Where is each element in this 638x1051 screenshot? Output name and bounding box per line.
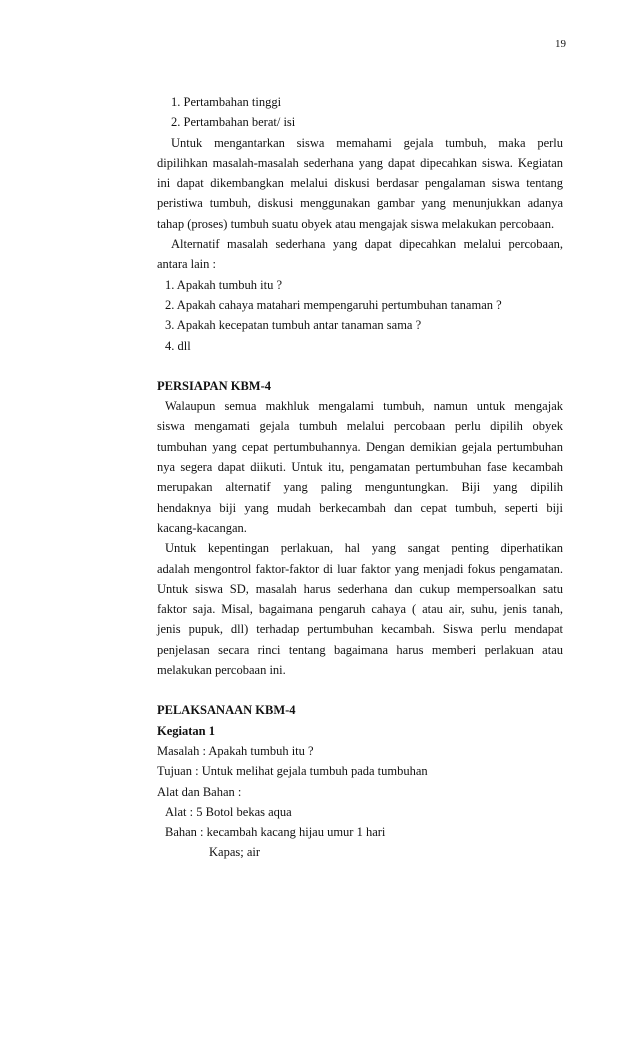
text-line: tahap (proses) tumbuh suatu obyek atau mengajak siswa melakukan percobaan. — [157, 216, 555, 231]
list-item: 1. Pertambahan tinggi — [171, 95, 282, 109]
page-number: 19 — [555, 38, 566, 50]
text-line: antara lain : — [157, 257, 216, 272]
paragraph-perlakuan — [157, 538, 563, 680]
tujuan-line: Tujuan : Untuk melihat gejala tumbuh pada tumbuhan — [157, 764, 428, 779]
text-line: Untuk siswa SD, masalah harus sederhana dan cukup mempersoalkan satu — [157, 581, 563, 596]
subheading-kegiatan: Kegiatan 1 — [157, 723, 215, 738]
text-line: faktor saja. Misal, bagaimana pengaruh cahaya ( atau air, suhu, jenis tanah, — [157, 602, 563, 617]
text-line: kacang-kacangan. — [157, 520, 247, 535]
bahan-extra-line: Kapas; air — [209, 845, 261, 860]
list-item: 2. Apakah cahaya matahari mempengaruhi pertumbuhan tanaman ? — [165, 297, 502, 312]
text-line: penjelasan secara rinci tentang bagaimana harus memberi perlakuan atau — [157, 642, 563, 657]
text-line: Walaupun semua makhluk mengalami tumbuh, namun untuk mengajak — [165, 399, 563, 414]
list-item: 3. Apakah kecepatan tumbuh antar tanaman sama ? — [165, 318, 422, 333]
paragraph-intro — [157, 133, 563, 234]
spacer — [157, 680, 563, 700]
section-heading-persiapan: PERSIAPAN KBM-4 — [157, 378, 272, 393]
text-line: Untuk mengantarkan siswa memahami gejala tumbuh, maka perlu — [171, 135, 563, 150]
text-line: peristiwa tumbuh, diskusi menggunakan gambar yang menunjukkan adanya — [157, 196, 563, 211]
list-item: 2. Pertambahan berat/ isi — [171, 115, 296, 130]
paragraph-persiapan — [157, 396, 563, 538]
section-heading-pelaksanaan: PELAKSANAAN KBM-4 — [157, 703, 296, 718]
masalah-line: Masalah : Apakah tumbuh itu ? — [157, 743, 314, 758]
list-item: 4. dll — [165, 338, 191, 353]
bahan-line: Bahan : kecambah kacang hijau umur 1 hari — [165, 825, 386, 840]
text-line: melakukan percobaan ini. — [157, 663, 286, 678]
text-line: siswa mengamati gejala tumbuh melalui percobaan perlu dipilih obyek — [157, 419, 563, 434]
text-line: adalah mengontrol faktor-faktor di luar faktor yang menjadi fokus pengamatan. — [157, 561, 563, 576]
text-line: hendaknya biji yang mudah berkecambah dan cepat tumbuh, seperti biji — [157, 500, 563, 515]
text-line: Alternatif masalah sederhana yang dapat dipecahkan melalui percobaan, — [171, 237, 563, 252]
text-line: tumbuhan yang cepat pertumbuhannya. Dengan demikian gejala pertumbuhan — [157, 439, 563, 454]
spacer — [157, 356, 563, 376]
text-line: merupakan alternatif yang paling menguntungkan. Biji yang dipilih — [157, 480, 563, 495]
text-line: Untuk kepentingan perlakuan, hal yang sangat penting diperhatikan — [165, 541, 563, 556]
text-line: ini dapat dikembangkan melalui diskusi berdasar pengalaman siswa tentang — [157, 176, 563, 191]
page-content — [157, 92, 563, 863]
alat-bahan-label: Alat dan Bahan : — [157, 784, 242, 799]
text-line: dipilihkan masalah-masalah sederhana yang dapat dipecahkan siswa. Kegiatan — [157, 155, 563, 170]
text-line: jenis pupuk, dll) terhadap pertumbuhan kecambah. Siswa perlu mendapat — [157, 622, 563, 637]
list-item: 1. Apakah tumbuh itu ? — [165, 277, 282, 292]
paragraph-alternatif — [157, 234, 563, 275]
alat-line: Alat : 5 Botol bekas aqua — [165, 804, 292, 819]
question-list — [157, 275, 563, 356]
text-line: nya segera dapat diikuti. Untuk itu, pengamatan pertumbuhan fase kecambah — [157, 460, 563, 475]
